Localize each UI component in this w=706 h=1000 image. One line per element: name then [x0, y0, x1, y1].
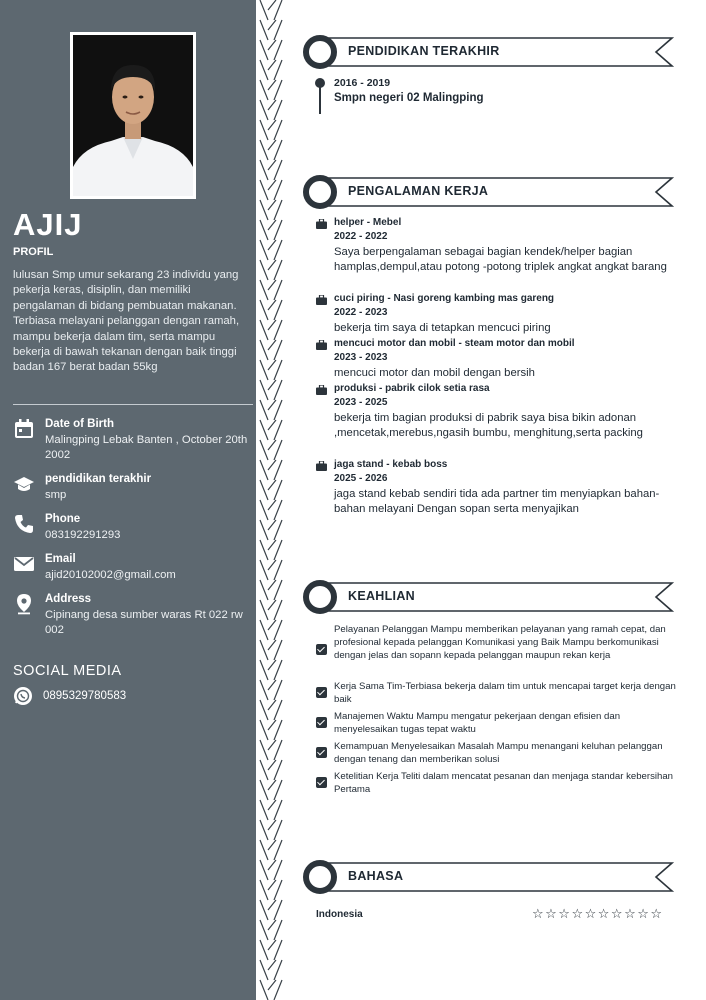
job-description: bekerja tim bagian produksi di pabrik saya bisa bikin adonan ,mencetak,merebus,ngasih bumbu, menghitung,serta packing	[334, 412, 643, 439]
location-pin-icon	[13, 593, 35, 615]
job-description: jaga stand kebab sendiri tida ada partner tim menyiapkan bahan-bahan melayani Dengan sopan serta menyajikan	[334, 488, 660, 515]
briefcase-icon	[316, 385, 327, 395]
check-icon	[316, 644, 327, 655]
skill-text: Kemampuan Menyelesaikan Masalah Mampu menangani keluhan pelanggan dengan tenang dan memberikan solusi	[334, 741, 663, 765]
skill-text: Manajemen Waktu Mampu mengatur pekerjaan dengan efisien dan menyelesaikan tugas tepat waktu	[334, 711, 621, 735]
education-years: 2016 - 2019	[334, 77, 391, 89]
check-icon	[316, 717, 327, 728]
section-title: PENGALAMAN KERJA	[348, 184, 489, 198]
section-title: BAHASA	[348, 869, 404, 883]
job-title: mencuci motor dan mobil - steam motor dan mobil	[334, 338, 575, 349]
sidebar	[0, 0, 256, 1000]
section-title: PENDIDIKAN TERAKHIR	[348, 44, 500, 58]
sidebar-divider	[13, 404, 253, 405]
whatsapp-number[interactable]: 0895329780583	[43, 690, 127, 702]
briefcase-icon	[316, 219, 327, 229]
education-section-header	[302, 32, 674, 72]
job-title: helper - Mebel	[334, 217, 402, 228]
skill-text: Ketelitian Kerja Teliti dalam mencatat pesanan dan menjaga standar kebersihan Pertama	[334, 771, 674, 795]
profile-photo	[70, 32, 196, 199]
contact-label: pendidikan terakhir	[45, 473, 152, 485]
job-years: 2023 - 2023	[334, 352, 388, 363]
timeline-dot	[315, 78, 325, 88]
social-media-heading: SOCIAL MEDIA	[13, 663, 122, 679]
envelope-icon	[13, 553, 35, 575]
language-rating-stars: ☆☆☆☆☆☆☆☆☆☆	[532, 906, 664, 921]
contact-label: Address	[45, 593, 92, 605]
profile-summary: lulusan Smp umur sekarang 23 individu yang pekerja keras, disiplin, dan memiliki pengalaman di bidang pembuatan makanan. Terbiasa melayani pelanggan dengan ramah, mampu bekerja dalam tim, serta mampu bekerja di bawah tekanan dengan baik tinggi badan 167 berat badan 55kg	[13, 269, 240, 374]
check-icon	[316, 687, 327, 698]
briefcase-icon	[316, 461, 327, 471]
experience-section-header	[302, 172, 674, 212]
check-icon	[316, 747, 327, 758]
contact-value: Malingping Lebak Banten , October 20th 2002	[45, 434, 248, 461]
skill-text: Kerja Sama Tim-Terbiasa bekerja dalam tim untuk mencapai target kerja dengan baik	[334, 681, 676, 705]
contact-label: Phone	[45, 513, 81, 525]
language-name: Indonesia	[316, 909, 363, 920]
job-years: 2022 - 2022	[334, 231, 388, 242]
contact-value[interactable]: ajid20102002@gmail.com	[45, 569, 176, 581]
education-school: Smpn negeri 02 Malingping	[334, 92, 484, 104]
graduation-cap-icon	[13, 473, 35, 495]
check-icon	[316, 777, 327, 788]
contact-value: Cipinang desa sumber waras Rt 022 rw 002	[45, 609, 243, 636]
job-title: jaga stand - kebab boss	[334, 459, 448, 470]
section-title: KEAHLIAN	[348, 589, 415, 603]
calendar-icon	[13, 418, 35, 440]
skill-text: Pelayanan Pelanggan Mampu memberikan pelayanan yang ramah cepat, dan profesional kepada pelanggan Komunikasi yang Baik Mampu berkomunikasi dengan jelas dan sopann kepada pelanggan maupun rekan kerja	[334, 624, 666, 661]
job-years: 2022 - 2023	[334, 307, 388, 318]
contact-value[interactable]: 083192291293	[45, 529, 121, 541]
contact-value: smp	[45, 489, 67, 501]
language-section-header	[302, 857, 674, 897]
contact-label: Date of Birth	[45, 418, 114, 430]
person-name: AJIJ	[13, 207, 83, 242]
briefcase-icon	[316, 295, 327, 305]
phone-icon	[13, 513, 35, 535]
job-years: 2023 - 2025	[334, 397, 388, 408]
job-title: produksi - pabrik cilok setia rasa	[334, 383, 490, 394]
job-description: mencuci motor dan mobil dengan bersih	[334, 367, 535, 379]
job-title: cuci piring - Nasi goreng kambing mas gareng	[334, 293, 555, 304]
briefcase-icon	[316, 340, 327, 350]
job-description: bekerja tim saya di tetapkan mencuci piring	[334, 322, 551, 334]
job-years: 2025 - 2026	[334, 473, 388, 484]
profile-heading: PROFIL	[13, 246, 54, 258]
contact-label: Email	[45, 553, 76, 565]
decorative-zigzag-strip	[256, 0, 286, 1000]
whatsapp-icon	[13, 686, 33, 706]
skills-section-header	[302, 577, 674, 617]
job-description: Saya berpengalaman sebagai bagian kendek/helper bagian hamplas,dempul,atau potong -potong triplek angkat angkat barang	[334, 246, 667, 273]
